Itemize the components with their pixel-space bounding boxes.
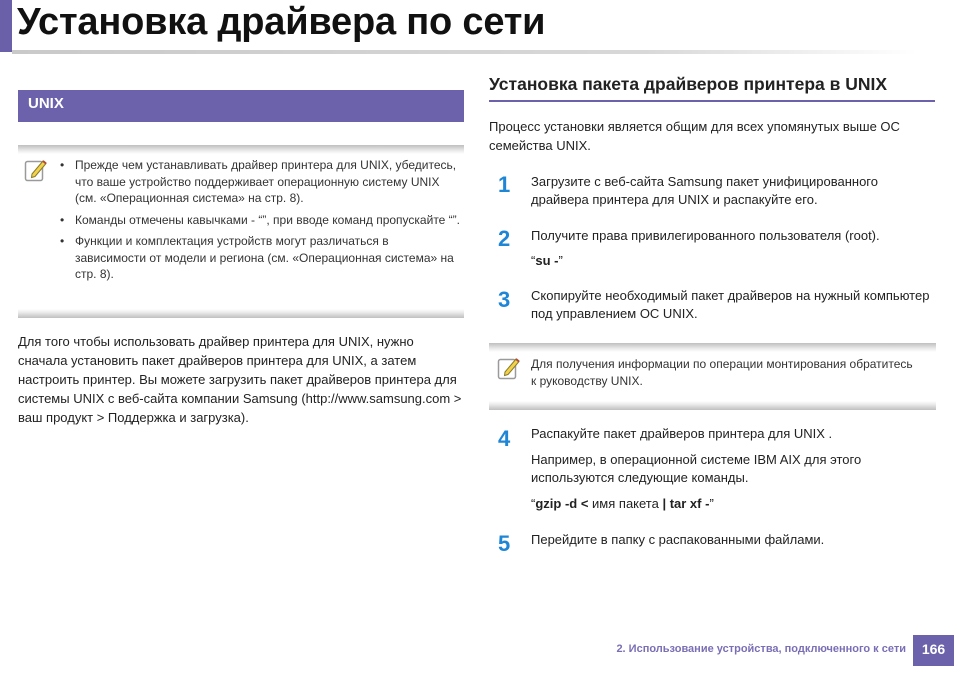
command-line: “su -” [531, 253, 563, 268]
page-number: 166 [913, 635, 954, 666]
step-number: 5 [498, 531, 511, 556]
step-number: 3 [498, 287, 511, 312]
step-number: 2 [498, 226, 511, 251]
note-list [60, 157, 460, 288]
note-top-border [18, 145, 464, 154]
note-bottom-border [18, 309, 464, 318]
note-pencil-icon [24, 157, 48, 183]
step-text: Получите права привилегированного пользователя (root). [531, 228, 880, 243]
note-box [489, 343, 936, 410]
page-title: Установка драйвера по сети [17, 1, 546, 43]
step-text: Распакуйте пакет драйверов принтера для UNIX . [531, 426, 833, 441]
note-item: • Команды отмечены кавычками - “”, при вводе команд пропускайте “”. [60, 212, 460, 229]
command-line: “gzip -d < имя пакета | tar xf -” [531, 496, 714, 511]
note-text: Для получения информации по операции монтирования обратитесь к руководству UNIX. [531, 357, 913, 388]
note-pencil-icon [497, 355, 521, 381]
step-text: Перейдите в папку с распакованными файлами. [531, 532, 825, 547]
left-intro-paragraph: Для того чтобы использовать драйвер принтера для UNIX, нужно сначала установить пакет драйверов принтера для UNIX, а затем настроить принтер. Вы можете загрузить пакет драйверов принтера для системы UNIX с веб-сайта компании Samsung (http://www.samsung.com > ваш продукт > Поддержка и загрузка). [18, 334, 462, 425]
step-number: 1 [498, 172, 511, 197]
title-divider [12, 50, 917, 54]
subsection-heading: Установка пакета драйверов принтера в UNIX [489, 74, 888, 94]
title-accent-bar [0, 0, 12, 52]
footer-chapter-link[interactable]: 2. Использование устройства, подключенного к сети [616, 643, 906, 655]
section-header-unix [18, 90, 464, 122]
note-bottom-border [489, 401, 936, 410]
note-box [18, 145, 464, 318]
note-item: • Прежде чем устанавливать драйвер принтера для UNIX, убедитесь, что ваше устройство поддерживает операционную систему UNIX (см. «Операционная система» на стр. 8). [60, 157, 460, 207]
section-header-label: UNIX [28, 95, 64, 112]
note-item: • Функции и комплектация устройств могут различаться в зависимости от модели и региона (см. «Операционная система» на стр. 8). [60, 233, 460, 283]
step-text: Загрузите с веб-сайта Samsung пакет унифицированного драйвера принтера для UNIX и распакуйте его. [531, 174, 878, 207]
step-number: 4 [498, 426, 511, 451]
step-text: Скопируйте необходимый пакет драйверов на нужный компьютер под управлением ОС UNIX. [531, 288, 930, 321]
right-intro-paragraph: Процесс установки является общим для всех упомянутых выше ОС семейства UNIX. [489, 119, 900, 153]
step-example-text: Например, в операционной системе IBM AIX для этого используются следующие команды. [531, 452, 862, 485]
note-top-border [489, 343, 936, 352]
subsection-underline [489, 100, 935, 102]
